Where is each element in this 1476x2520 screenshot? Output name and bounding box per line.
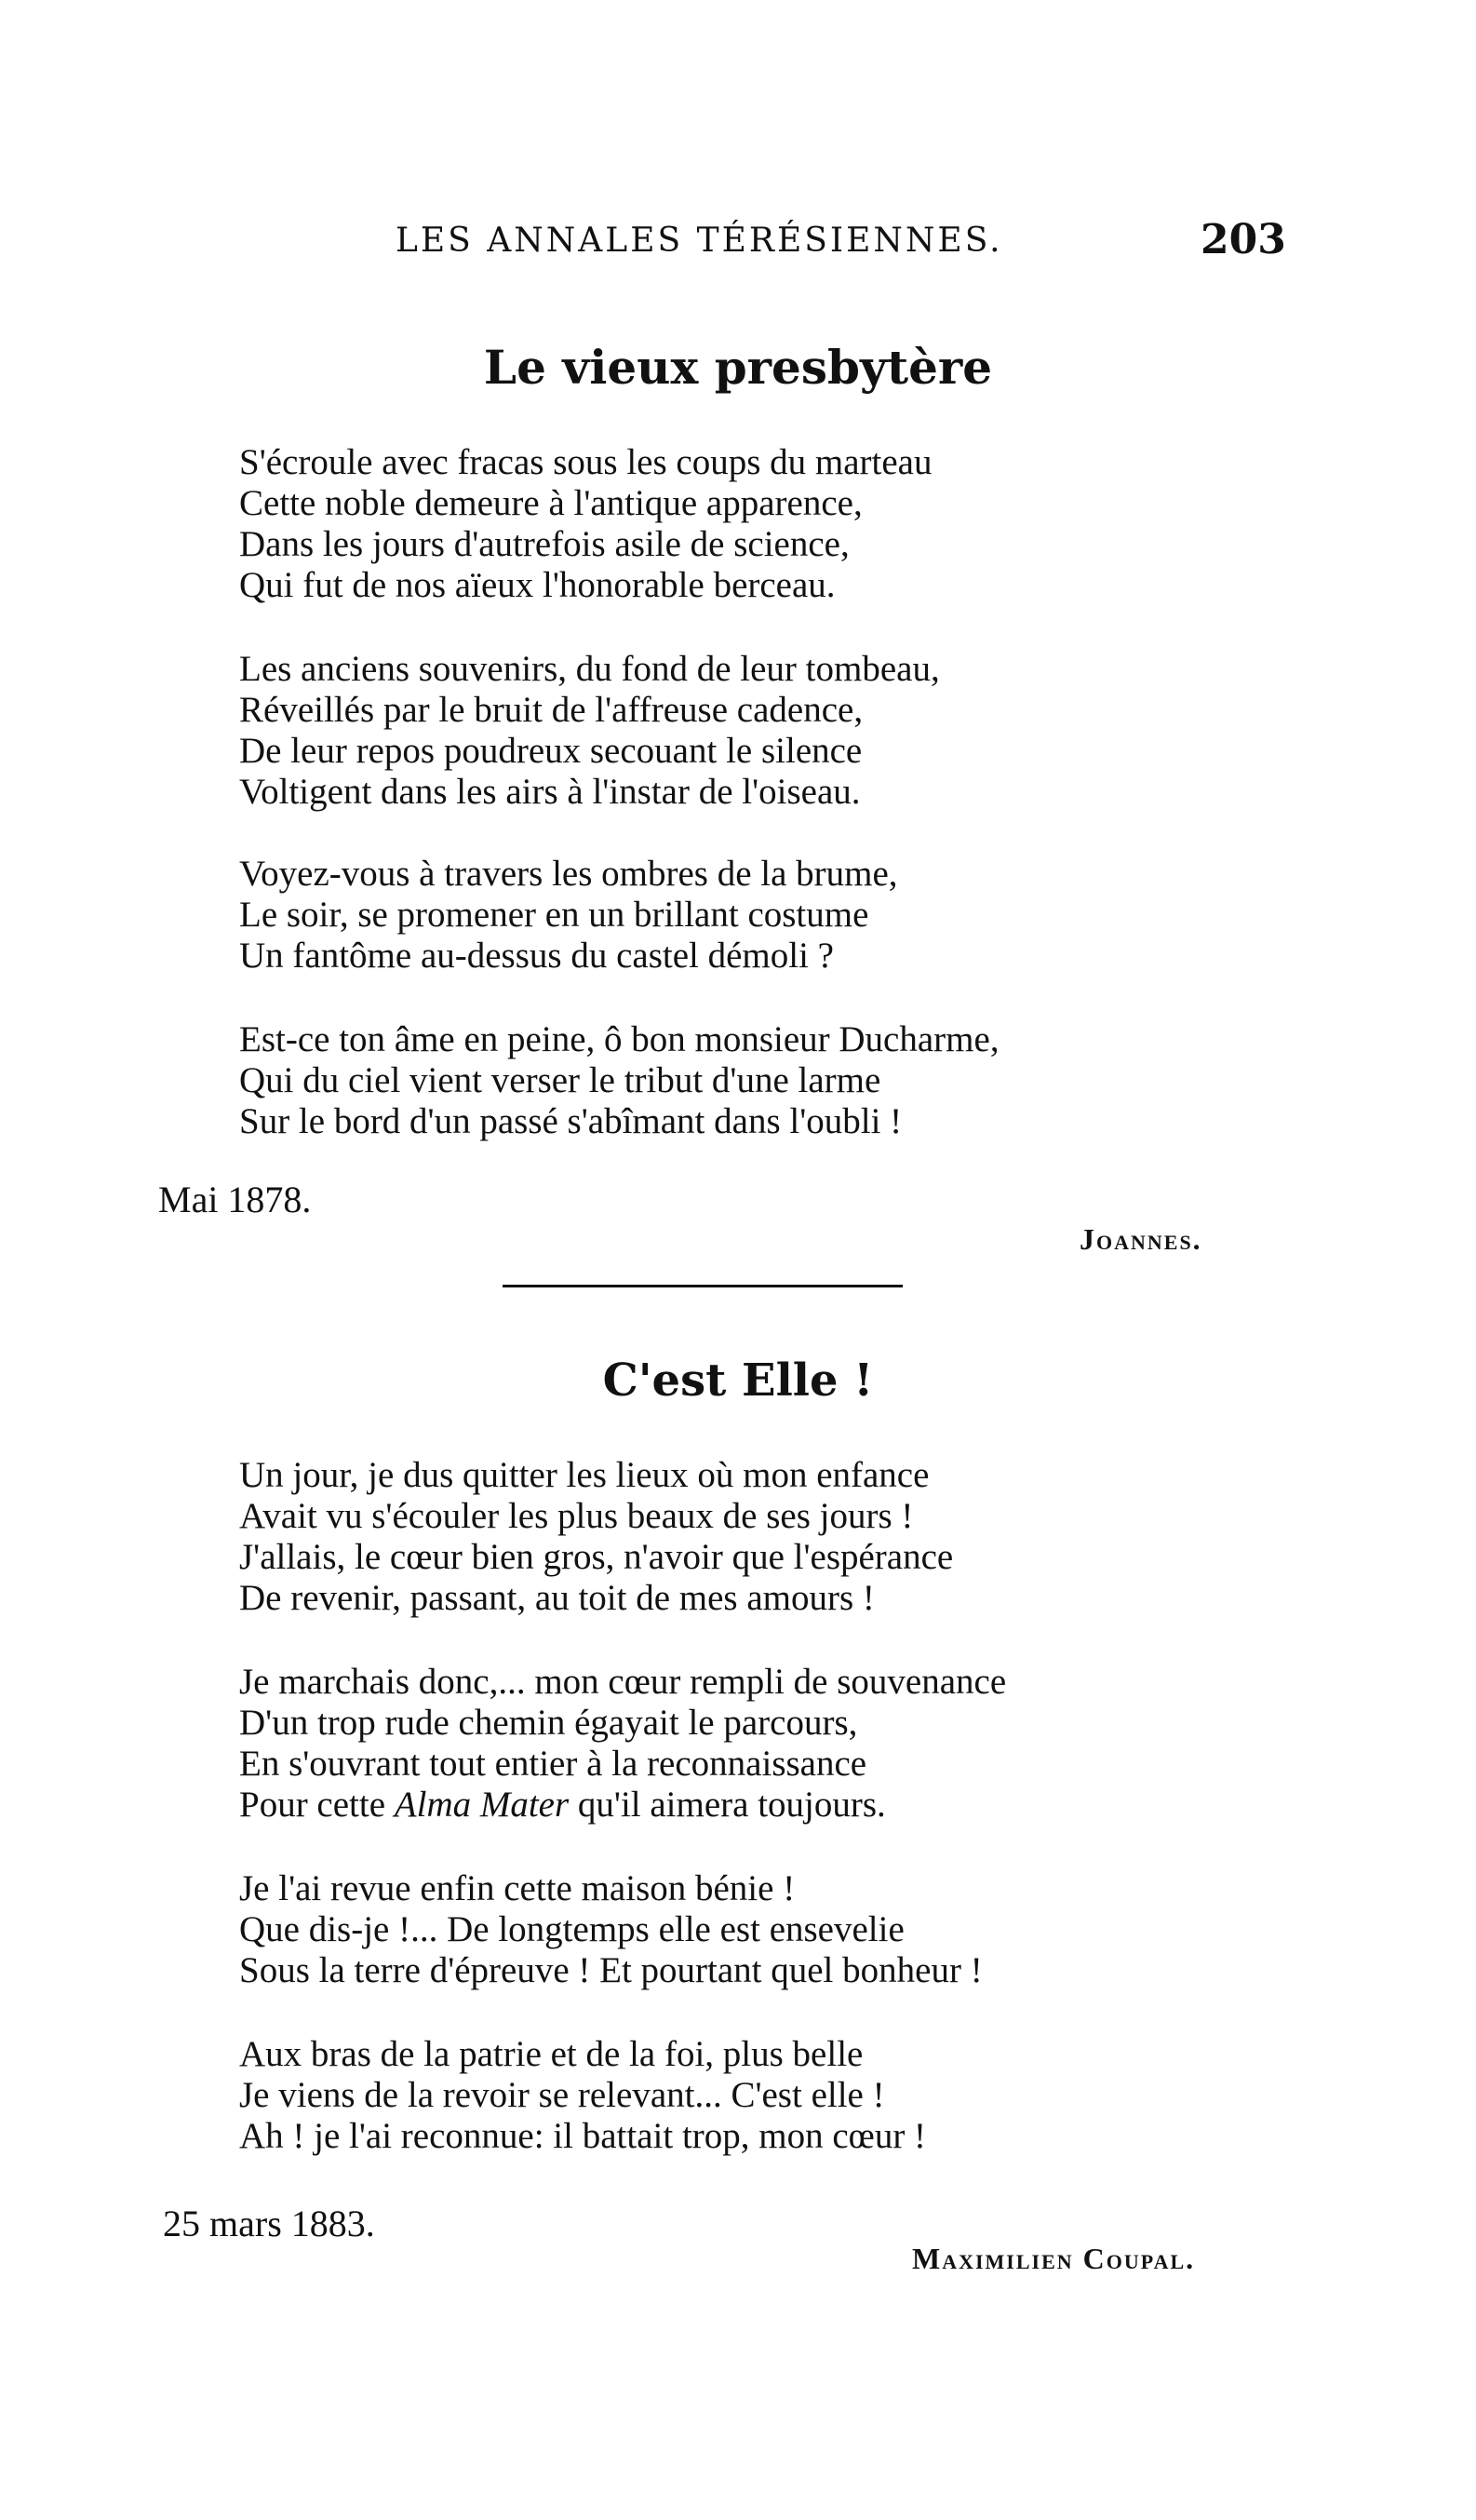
- poem-line: D'un trop rude chemin égayait le parcours,: [239, 1703, 858, 1743]
- poem-line: Qui fut de nos aïeux l'honorable berceau.: [239, 565, 836, 605]
- poem-line: Réveillés par le bruit de l'affreuse cadence,: [239, 690, 864, 730]
- poem-line: Voyez-vous à travers les ombres de la brume,: [239, 854, 898, 894]
- page-number: 203: [1201, 216, 1286, 263]
- poem-line: Qui du ciel vient verser le tribut d'une larme: [239, 1060, 881, 1100]
- line-text: qu'il aimera toujours.: [569, 1785, 886, 1825]
- poem-line: Les anciens souvenirs, du fond de leur tombeau,: [239, 649, 940, 689]
- poem-line: En s'ouvrant tout entier à la reconnaissance: [239, 1744, 867, 1784]
- poem-line: Un fantôme au-dessus du castel démoli ?: [239, 936, 834, 976]
- poem-line: Cette noble demeure à l'antique apparence,: [239, 483, 863, 523]
- poem-line: De revenir, passant, au toit de mes amours !: [239, 1578, 875, 1618]
- poem1-date: Mai 1878.: [158, 1179, 312, 1220]
- poem-title-cest-elle: C'est Elle !: [602, 1354, 874, 1407]
- poem-line: Sur le bord d'un passé s'abîmant dans l'oubli !: [239, 1101, 903, 1141]
- poem-line: Voltigent dans les airs à l'instar de l'oiseau.: [239, 772, 861, 812]
- section-divider: [503, 1285, 903, 1287]
- poem-line: Le soir, se promener en un brillant costume: [239, 895, 869, 935]
- poem-line: S'écroule avec fracas sous les coups du marteau: [239, 442, 933, 482]
- poem-line-alma-mater: [239, 1785, 886, 1826]
- line-text: Pour cette: [239, 1785, 395, 1825]
- poem-line: Je viens de la revoir se relevant... C'est elle !: [239, 2075, 885, 2115]
- latin-phrase: Alma Mater: [394, 1785, 570, 1825]
- poem-line: Aux bras de la patrie et de la foi, plus belle: [239, 2034, 864, 2074]
- running-head: [0, 216, 1476, 268]
- poem-line: J'allais, le cœur bien gros, n'avoir que l'espérance: [239, 1537, 954, 1577]
- poem-line: Avait vu s'écouler les plus beaux de ses jours !: [239, 1496, 914, 1536]
- poem2-author: Maximilien Coupal.: [912, 2242, 1196, 2275]
- poem-line: Est-ce ton âme en peine, ô bon monsieur Ducharme,: [239, 1019, 1000, 1059]
- running-title: LES ANNALES TÉRÉSIENNES.: [396, 222, 1003, 260]
- poem-line: Je l'ai revue enfin cette maison bénie !: [239, 1868, 796, 1908]
- poem2-date: 25 mars 1883.: [163, 2203, 375, 2244]
- poem-line: Ah ! je l'ai reconnue: il battait trop, mon cœur !: [239, 2116, 927, 2156]
- poem-line: Un jour, je dus quitter les lieux où mon enfance: [239, 1455, 930, 1495]
- poem-line: Je marchais donc,... mon cœur rempli de souvenance: [239, 1662, 1007, 1702]
- poem1-author: Joannes.: [1080, 1222, 1202, 1256]
- poem-line: De leur repos poudreux secouant le silence: [239, 731, 863, 771]
- poem-line: Que dis-je !... De longtemps elle est ensevelie: [239, 1909, 905, 1949]
- poem-line: Dans les jours d'autrefois asile de science,: [239, 524, 850, 564]
- poem-title-vieux-presbytere: Le vieux presbytère: [483, 340, 993, 395]
- poem-line: Sous la terre d'épreuve ! Et pourtant quel bonheur !: [239, 1950, 983, 1990]
